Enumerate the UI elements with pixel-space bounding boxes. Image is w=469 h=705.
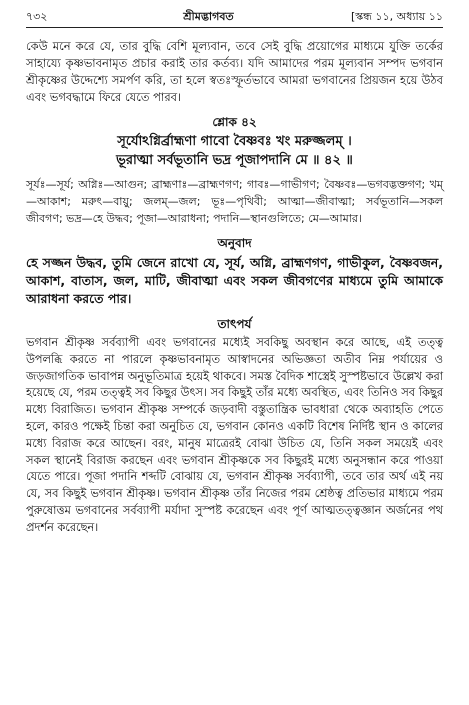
verse-line-2: ভূরাত্মা সর্বভূতানি ভদ্র পূজাপদানি মে ॥ ৪২ ॥ — [116, 153, 353, 168]
translation-heading: অনুবাদ — [217, 236, 252, 250]
intro-paragraph: কেউ মনে করে যে, তার বুদ্ধি বেশি মূল্যবান, তবে সেই বুদ্ধি প্রয়োগের মাধ্যমে যুক্তি তর্কের সাহায্যে কৃষ্ণভাবনামৃত প্রচার করাই তার কর্তব্য। যদি আমাদের পরম মূল্যবান সম্পদ ভগবান শ্রীকৃষ্ণের উদ্দেশ্যে সমর্পণ করি, তা হলে স্বতঃস্ফূর্তভাবে আমরা ভগবানের প্রিয়জন হয়ে উঠব এবং ভগবদ্ধামে ফিরে যেতে পারব। — [26, 39, 443, 104]
synonyms-paragraph: সূর্যঃ—সূর্য; অগ্নিঃ—আগুন; ব্রাহ্মণাঃ—ব্রাহ্মণগণ; গাবঃ—গাভীগণ; বৈষ্ণবঃ—ভগবদ্ভক্তগণ; খম্—আকাশ; মরুৎ—বায়ু; জলম্—জল; ভূঃ—পৃথিবী; আত্মা—জীবাত্মা; সর্বভূতানি—সকল জীবগণ; ভদ্র—হে উদ্ধব; পূজা—আরাধনা; পদানি—স্থানগুলিতে; মে—আমার। — [26, 178, 443, 225]
purport-text: ভগবান শ্রীকৃষ্ণ সর্বব্যাপী এবং ভগবানের মধ্যেই সবকিছু অবস্থান করে আছে, এই তত্ত্ব উপলব্ধি করতে না পারলে কৃষ্ণভাবনামৃত আস্বাদনের অভিজ্ঞতা অতীব নিম্ন পর্যায়ের ও জড়জাগতিক ভাবাপন্ন অনুভূতিমাত্র হয়েই থাকবে। সমস্ত বৈদিক শাস্ত্রেই সুস্পষ্টভাবে উল্লেখ করা হয়েছে যে, পরম তত্ত্বই সব কিছুর উৎস। সব কিছুই তাঁর মধ্যে অবস্থিত, এবং তিনিও সব কিছুর মধ্যে বিরাজিত। ভগবান শ্রীকৃষ্ণ সম্পর্কে জড়বাদী বস্তুতান্ত্রিক ভাবধারা থেকে অব্যাহতি পেতে হলে, কারও পক্ষেই চিন্তা করা অনুচিত যে, ভগবান কোনও একটি বিশেষ নির্দিষ্ট স্থান ও কালের মধ্যে বিরাজ করে আছেন। বরং, মানুষ মাত্রেরই বোঝা উচিত যে, তিনি সকল সময়েই এবং সকল স্থানেই বিরাজ করছেন এবং ভগবান শ্রীকৃষ্ণকে সব কিছুরই মধ্যে অনুসন্ধান করে পাওয়া যেতে পারে। পূজা পদানি শব্দটি বোঝায় যে, ভগবান শ্রীকৃষ্ণ সর্বব্যাপী, তবে তার অর্থ এই নয় যে, সব কিছুই ভগবান শ্রীকৃষ্ণ। ভগবান শ্রীকৃষ্ণ তাঁর নিজের পরম শ্রেষ্ঠত্ব প্রতিভার মাধ্যমে পরম পুরুষোত্তম ভগবানের সর্বব্যাপী মর্যাদা সুস্পষ্ট করেছেন এবং পূর্ণ আত্মতত্ত্বজ্ঞান অর্জনের পথ প্রদর্শন করেছেন। — [26, 336, 443, 534]
chapter-reference: [স্কন্ধ ১১, অধ্যায় ১১ — [350, 10, 443, 23]
translation-text: হে সজ্জন উদ্ধব, তুমি জেনে রাখো যে, সূর্য, অগ্নি, ব্রাহ্মণগণ, গাভীকুল, বৈষ্ণবজন, আকাশ, বাতাস, জল, মাটি, জীবাত্মা এবং সকল জীবগণের মাধ্যমে তুমি আমাকে আরাধনা করতে পার। — [26, 255, 443, 306]
verse-label: শ্লোক ৪২ — [212, 115, 257, 129]
purport-heading: তাৎপর্য — [217, 317, 252, 331]
header-divider — [26, 27, 443, 28]
book-title: শ্রীমদ্ভাগবত — [183, 10, 234, 23]
page-header — [26, 10, 443, 26]
verse-line-1: সূর্যোঽগ্নির্ব্রাহ্মণা গাবো বৈষ্ণবঃ খং মরুজ্জলম্ । — [117, 134, 352, 149]
page-number: ৭৩২ — [26, 10, 48, 23]
